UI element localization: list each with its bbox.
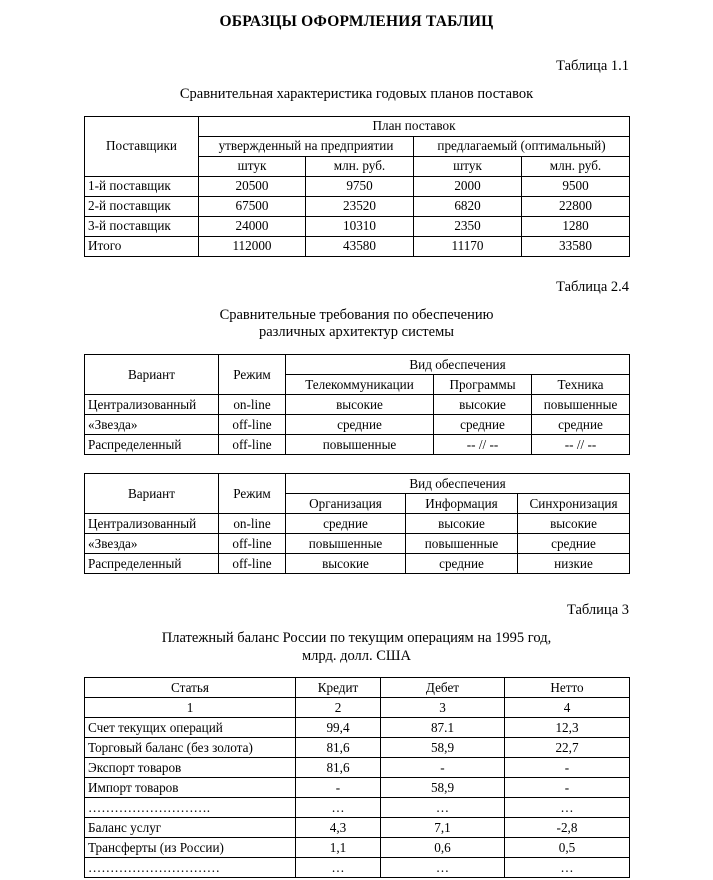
- table-row: [85, 534, 630, 554]
- row-value: -: [505, 758, 630, 778]
- row-value: …: [296, 798, 381, 818]
- header-cell-mode: Режим: [219, 474, 286, 514]
- row-label: Трансферты (из России): [85, 838, 296, 858]
- row-value: …: [505, 858, 630, 878]
- row-value: 10310: [306, 216, 414, 236]
- row-mode: on-line: [219, 395, 286, 415]
- header-cell-support-type: Вид обеспечения: [286, 474, 630, 494]
- row-value: средние: [286, 415, 434, 435]
- header-cell-unit: штук: [414, 156, 522, 176]
- table-row: [85, 435, 630, 455]
- table-row: [85, 838, 630, 858]
- header-cell-unit: млн. руб.: [306, 156, 414, 176]
- row-label: Баланс услуг: [85, 818, 296, 838]
- row-label: Импорт товаров: [85, 778, 296, 798]
- row-value: …: [296, 858, 381, 878]
- table-row: [85, 514, 630, 534]
- table-caption-3-line2: млрд. долл. США: [301, 647, 412, 664]
- row-value: 43580: [306, 236, 414, 256]
- header-cell-unit: млн. руб.: [522, 156, 630, 176]
- row-value: 4,3: [296, 818, 381, 838]
- table-caption-3-line1: Платежный баланс России по текущим операциям на 1995 год,: [161, 630, 552, 647]
- architecture-requirements-table-1: [84, 354, 630, 455]
- table-ellipsis-row: [85, 798, 630, 818]
- row-value: 24000: [199, 216, 306, 236]
- row-value: повышенные: [286, 534, 406, 554]
- table-row: [85, 718, 630, 738]
- table-row: [85, 758, 630, 778]
- row-value: низкие: [518, 554, 630, 574]
- row-value: 1,1: [296, 838, 381, 858]
- row-label: «Звезда»: [85, 534, 219, 554]
- header-cell-subtype: Информация: [406, 494, 518, 514]
- row-value: 112000: [199, 236, 306, 256]
- row-value: высокие: [286, 395, 434, 415]
- header-cell-supply-plan: План поставок: [199, 116, 630, 136]
- row-value: -: [296, 778, 381, 798]
- row-value: …: [381, 858, 505, 878]
- row-label: «Звезда»: [85, 415, 219, 435]
- row-value: средние: [434, 415, 532, 435]
- column-number: 1: [85, 698, 296, 718]
- row-label: 1-й поставщик: [85, 176, 199, 196]
- table-row: [85, 554, 630, 574]
- page-title: ОБРАЗЦЫ ОФОРМЛЕНИЯ ТАБЛИЦ: [219, 13, 494, 30]
- row-value: средние: [518, 534, 630, 554]
- table-label-1: Таблица 1.1: [556, 58, 629, 74]
- row-value: 0,6: [381, 838, 505, 858]
- table-row: [85, 415, 630, 435]
- row-value: 33580: [522, 236, 630, 256]
- row-value: -- // --: [434, 435, 532, 455]
- row-value: 99,4: [296, 718, 381, 738]
- header-cell-subtype: Синхронизация: [518, 494, 630, 514]
- header-cell-unit: штук: [199, 156, 306, 176]
- row-value: 9750: [306, 176, 414, 196]
- row-value: высокие: [518, 514, 630, 534]
- row-value: 6820: [414, 196, 522, 216]
- row-label: 2-й поставщик: [85, 196, 199, 216]
- header-cell-suppliers: Поставщики: [85, 116, 199, 176]
- row-value: 23520: [306, 196, 414, 216]
- header-cell-credit: Кредит: [296, 678, 381, 698]
- row-value: 1280: [522, 216, 630, 236]
- table-row: [85, 738, 630, 758]
- table-row: [85, 216, 630, 236]
- table-row: [85, 818, 630, 838]
- row-value: 9500: [522, 176, 630, 196]
- table-caption-2-line1: Сравнительные требования по обеспечению: [219, 306, 494, 323]
- header-cell-article: Статья: [85, 678, 296, 698]
- table-header-row: [85, 474, 630, 494]
- row-label: Распределенный: [85, 435, 219, 455]
- table-label-3: Таблица 3: [566, 602, 629, 619]
- row-value: 7,1: [381, 818, 505, 838]
- row-value: …: [505, 798, 630, 818]
- header-cell-approved: утвержденный на предприятии: [199, 136, 414, 156]
- row-mode: on-line: [219, 514, 286, 534]
- header-cell-debit: Дебет: [381, 678, 505, 698]
- row-value: средние: [406, 554, 518, 574]
- row-value: высокие: [286, 554, 406, 574]
- balance-of-payments-table: [84, 677, 630, 878]
- row-value: высокие: [406, 514, 518, 534]
- table-row: [85, 196, 630, 216]
- row-value: 2000: [414, 176, 522, 196]
- row-value: 67500: [199, 196, 306, 216]
- table-row: [85, 395, 630, 415]
- table-row: [85, 176, 630, 196]
- table-caption-2: [84, 307, 629, 342]
- row-value: 0,5: [505, 838, 630, 858]
- header-cell-variant: Вариант: [85, 355, 219, 395]
- header-cell-subtype: Телекоммуникации: [286, 375, 434, 395]
- row-value: 58,9: [381, 738, 505, 758]
- table-label-2: Таблица 2.4: [556, 278, 629, 295]
- row-label: 3-й поставщик: [85, 216, 199, 236]
- row-value: …: [381, 798, 505, 818]
- row-value: 22,7: [505, 738, 630, 758]
- document-content: [84, 0, 629, 878]
- row-label: Торговый баланс (без золота): [85, 738, 296, 758]
- row-value: средние: [532, 415, 630, 435]
- row-label: Распределенный: [85, 554, 219, 574]
- header-cell-subtype: Организация: [286, 494, 406, 514]
- row-value: -2,8: [505, 818, 630, 838]
- table-header-row: [85, 678, 630, 698]
- row-value: 20500: [199, 176, 306, 196]
- row-value: повышенные: [532, 395, 630, 415]
- header-cell-support-type: Вид обеспечения: [286, 355, 630, 375]
- supply-plans-table: [84, 116, 630, 257]
- header-cell-variant: Вариант: [85, 474, 219, 514]
- header-cell-subtype: Техника: [532, 375, 630, 395]
- row-value: -: [505, 778, 630, 798]
- row-label: Итого: [85, 236, 199, 256]
- row-label: Централизованный: [85, 514, 219, 534]
- column-number: 4: [505, 698, 630, 718]
- row-mode: off-line: [219, 534, 286, 554]
- row-value: -- // --: [532, 435, 630, 455]
- architecture-requirements-table-2: [84, 473, 630, 574]
- row-label: Централизованный: [85, 395, 219, 415]
- table-caption-2-line2: различных архитектур системы: [259, 324, 454, 341]
- row-value: повышенные: [286, 435, 434, 455]
- row-value: средние: [286, 514, 406, 534]
- column-number: 2: [296, 698, 381, 718]
- row-label: …………………………: [85, 858, 296, 878]
- row-label: Экспорт товаров: [85, 758, 296, 778]
- column-number: 3: [381, 698, 505, 718]
- header-cell-mode: Режим: [219, 355, 286, 395]
- table-header-row: [85, 355, 630, 375]
- table-caption-1: Сравнительная характеристика годовых планов поставок: [179, 86, 534, 102]
- row-value: 87.1: [381, 718, 505, 738]
- header-cell-net: Нетто: [505, 678, 630, 698]
- row-value: высокие: [434, 395, 532, 415]
- header-cell-proposed: предлагаемый (оптимальный): [414, 136, 630, 156]
- row-mode: off-line: [219, 415, 286, 435]
- row-value: 81,6: [296, 738, 381, 758]
- row-value: 81,6: [296, 758, 381, 778]
- table-caption-3: [84, 630, 629, 665]
- table-header-row: [85, 116, 630, 136]
- row-value: 58,9: [381, 778, 505, 798]
- row-value: 12,3: [505, 718, 630, 738]
- row-value: 2350: [414, 216, 522, 236]
- row-value: -: [381, 758, 505, 778]
- table-total-row: [85, 236, 630, 256]
- row-value: 22800: [522, 196, 630, 216]
- table-ellipsis-row: [85, 858, 630, 878]
- header-cell-subtype: Программы: [434, 375, 532, 395]
- row-value: повышенные: [406, 534, 518, 554]
- row-label: Счет текущих операций: [85, 718, 296, 738]
- row-label: ……………………….: [85, 798, 296, 818]
- row-mode: off-line: [219, 435, 286, 455]
- table-row: [85, 778, 630, 798]
- table-column-numbering-row: [85, 698, 630, 718]
- row-mode: off-line: [219, 554, 286, 574]
- row-value: 11170: [414, 236, 522, 256]
